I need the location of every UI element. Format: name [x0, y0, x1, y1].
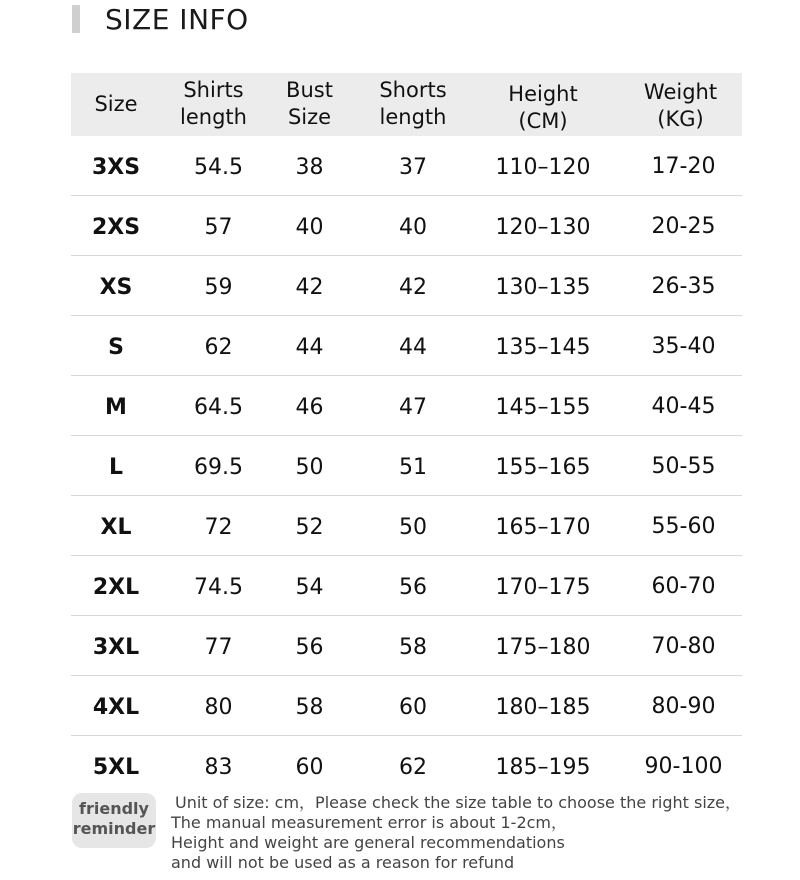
cell-shirts-length: 57 [204, 215, 233, 240]
cell-shirts-length: 69.5 [194, 455, 243, 480]
table-row [71, 616, 742, 676]
cell-height: 180–185 [495, 695, 591, 720]
header-shorts-line1: Shorts [379, 78, 447, 102]
cell-height: 120–130 [495, 215, 591, 240]
cell-height: 130–135 [495, 275, 591, 300]
cell-weight: 26-35 [651, 274, 716, 299]
reminder-line-4: and will not be used as a reason for refund [171, 853, 515, 872]
table-row [71, 376, 742, 436]
page-title: SIZE INFO [105, 3, 249, 36]
cell-shorts-length: 42 [399, 275, 427, 300]
cell-height: 135–145 [495, 335, 591, 360]
header-weight-line1: Weight [643, 80, 718, 104]
cell-shorts-length: 47 [399, 395, 427, 420]
title-accent-bar [72, 5, 80, 33]
cell-weight: 90-100 [644, 754, 723, 779]
cell-shirts-length: 83 [204, 755, 233, 780]
cell-shorts-length: 60 [399, 695, 427, 720]
cell-size: M [105, 395, 127, 420]
header-bust-line2: Size [287, 105, 332, 129]
cell-shorts-length: 44 [399, 335, 427, 360]
table-row [71, 136, 742, 196]
cell-size: XS [99, 275, 133, 300]
cell-height: 170–175 [495, 575, 591, 600]
reminder-badge-line2: reminder [72, 819, 156, 838]
header-height-line1: Height [508, 82, 578, 106]
cell-weight: 35-40 [651, 334, 716, 359]
cell-shorts-length: 56 [399, 575, 427, 600]
cell-bust-size: 38 [295, 155, 324, 180]
cell-bust-size: 52 [295, 515, 324, 540]
cell-bust-size: 46 [295, 395, 324, 420]
table-row [71, 436, 742, 496]
header-weight [613, 79, 748, 133]
cell-bust-size: 54 [295, 575, 324, 600]
header-weight-line2: (KG) [657, 107, 704, 131]
reminder-note [171, 793, 771, 873]
header-height [473, 81, 613, 135]
header-shirts-line2: length [180, 105, 247, 129]
cell-weight: 60-70 [651, 574, 716, 599]
cell-shirts-length: 62 [204, 335, 233, 360]
cell-height: 155–165 [495, 455, 591, 480]
table-header [71, 73, 742, 136]
cell-shorts-length: 40 [399, 215, 427, 240]
table-row [71, 736, 742, 796]
cell-shirts-length: 77 [204, 635, 233, 660]
header-size [71, 91, 161, 118]
cell-shirts-length: 80 [204, 695, 233, 720]
cell-size: 3XL [92, 635, 140, 660]
cell-height: 165–170 [495, 515, 591, 540]
cell-height: 185–195 [495, 755, 591, 780]
header-bust-size [266, 77, 353, 131]
reminder-badge-line1: friendly [79, 799, 149, 818]
cell-size: 2XL [92, 575, 140, 600]
cell-size: S [108, 335, 124, 360]
cell-bust-size: 40 [295, 215, 324, 240]
cell-shorts-length: 62 [399, 755, 427, 780]
cell-weight: 40-45 [651, 394, 716, 419]
cell-size: L [108, 455, 124, 480]
header-shirts-line1: Shirts [183, 78, 244, 102]
table-row [71, 556, 742, 616]
cell-weight: 80-90 [651, 694, 716, 719]
cell-bust-size: 44 [295, 335, 324, 360]
cell-size: 5XL [92, 755, 140, 780]
header-shirts-length [161, 77, 266, 131]
cell-height: 145–155 [495, 395, 591, 420]
friendly-reminder-badge [72, 793, 156, 848]
table-row [71, 676, 742, 736]
cell-weight: 70-80 [651, 634, 716, 659]
cell-weight: 17-20 [651, 154, 716, 179]
cell-bust-size: 42 [295, 275, 324, 300]
cell-shirts-length: 74.5 [194, 575, 243, 600]
reminder-line-3: Height and weight are general recommendations [171, 833, 565, 852]
cell-size: 3XS [91, 155, 141, 180]
header-shorts-length [353, 77, 473, 131]
reminder-line-2: The manual measurement error is about 1-2cm， [171, 813, 568, 832]
table-row [71, 316, 742, 376]
cell-bust-size: 60 [295, 755, 324, 780]
cell-size: 4XL [92, 695, 140, 720]
cell-bust-size: 56 [295, 635, 324, 660]
reminder-line-1: Unit of size: cm，Please check the size table to choose the right size， [175, 793, 742, 812]
cell-shirts-length: 54.5 [194, 155, 243, 180]
header-size-label: Size [94, 92, 138, 116]
table-row [71, 196, 742, 256]
cell-weight: 20-25 [651, 214, 716, 239]
cell-size: 2XS [91, 215, 141, 240]
cell-shorts-length: 37 [399, 155, 427, 180]
cell-shirts-length: 59 [204, 275, 233, 300]
header-bust-line1: Bust [286, 78, 333, 102]
header-height-line2: (CM) [518, 109, 568, 133]
cell-bust-size: 50 [295, 455, 324, 480]
cell-shorts-length: 51 [399, 455, 427, 480]
header-shorts-line2: length [379, 105, 447, 129]
cell-weight: 50-55 [651, 454, 716, 479]
cell-height: 110–120 [495, 155, 591, 180]
cell-shorts-length: 58 [399, 635, 427, 660]
cell-shirts-length: 72 [204, 515, 233, 540]
cell-shorts-length: 50 [399, 515, 427, 540]
table-row [71, 496, 742, 556]
cell-size: XL [100, 515, 132, 540]
cell-height: 175–180 [495, 635, 591, 660]
cell-shirts-length: 64.5 [194, 395, 243, 420]
cell-weight: 55-60 [651, 514, 716, 539]
cell-bust-size: 58 [295, 695, 324, 720]
table-row [71, 256, 742, 316]
